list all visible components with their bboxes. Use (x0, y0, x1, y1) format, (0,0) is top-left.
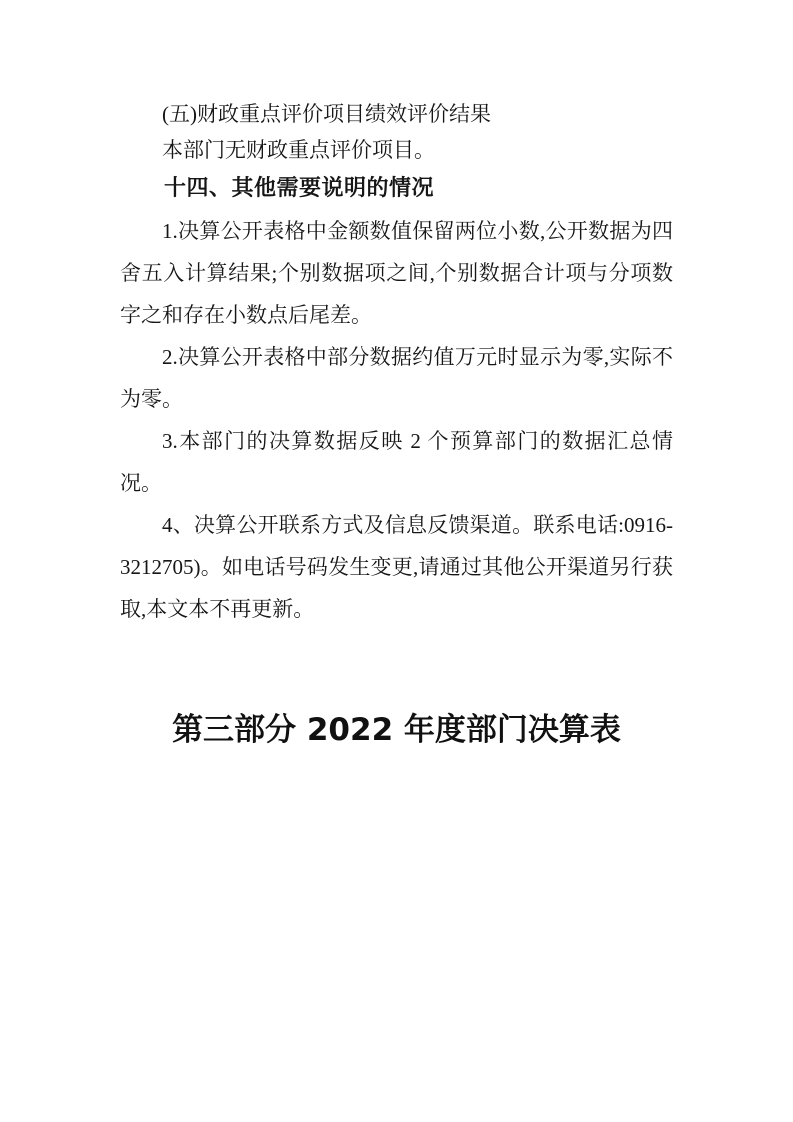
paragraph-no-key-evaluation-project: 本部门无财政重点评价项目。 (162, 138, 435, 162)
part3-title-2022-final-accounts-tables: 第三部分 2022 年度部门决算表 (172, 712, 621, 748)
subsection-heading-item5: (五)财政重点评价项目绩效评价结果 (162, 102, 491, 126)
note-paragraph-1-rounding: 1.决算公开表格中金额数值保留两位小数,公开数据为四舍五入计算结果;个别数据项之间,个别数据合计项与分项数字之和存在小数点后尾差。 (120, 219, 673, 327)
note-paragraph-4-contact-info: 4、决算公开联系方式及信息反馈渠道。联系电话:0916-3212705)。如电话号码发生变更,请通过其他公开渠道另行获取,本文本不再更新。 (120, 513, 673, 621)
section-heading-14-other-notes: 十四、其他需要说明的情况 (164, 176, 435, 201)
note-paragraph-2-zero-display: 2.决算公开表格中部分数据约值万元时显示为零,实际不为零。 (120, 345, 673, 411)
note-paragraph-3-summary-scope: 3.本部门的决算数据反映 2 个预算部门的数据汇总情况。 (120, 429, 673, 495)
